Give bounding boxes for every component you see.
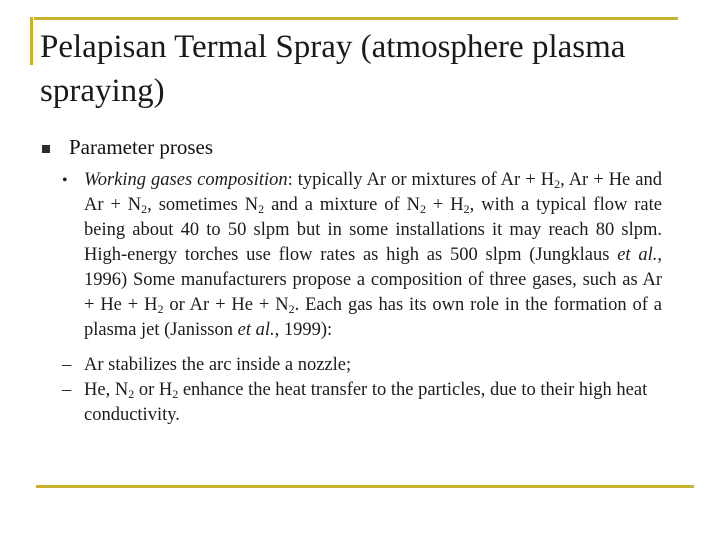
citation-etal: et al. bbox=[237, 320, 275, 340]
top-rule bbox=[34, 17, 678, 20]
slide-title: Pelapisan Termal Spray (atmosphere plasma spraying) bbox=[40, 29, 626, 109]
text-run: , sometimes N bbox=[147, 195, 259, 215]
text-run: and a mixture of N bbox=[264, 195, 420, 215]
text-run: , with a typical flow rate being about 40 to 50 slpm but in some installations it may reach 80 slpm. High-energy torches use flow rates as high as 500 slpm (Jungklaus bbox=[84, 195, 662, 265]
list-item-text bbox=[84, 378, 662, 428]
left-rule bbox=[30, 17, 33, 65]
subscript: 2 bbox=[463, 202, 470, 216]
text-run: , 1996) Some manufacturers propose a composition of three gases, such as Ar + He + H bbox=[84, 245, 662, 315]
scanned-excerpt bbox=[62, 168, 662, 428]
subscript: 2 bbox=[258, 202, 265, 216]
bullet-item bbox=[42, 135, 213, 160]
text-run: or Ar + He + N bbox=[163, 295, 289, 315]
subscript: 2 bbox=[554, 177, 561, 191]
citation-etal: et al. bbox=[617, 245, 658, 265]
square-bullet-icon bbox=[42, 145, 50, 153]
subscript: 2 bbox=[420, 202, 426, 216]
round-bullet-icon: • bbox=[62, 172, 68, 189]
paragraph-body bbox=[84, 168, 662, 343]
bullet-text: Parameter proses bbox=[69, 135, 214, 159]
text-run: + H bbox=[426, 195, 464, 215]
bottom-rule bbox=[36, 485, 694, 488]
excerpt-paragraph bbox=[62, 168, 662, 343]
term-label: Working gases composition bbox=[84, 170, 288, 190]
sub-list bbox=[62, 353, 662, 428]
text-run: He, N bbox=[84, 380, 129, 400]
dash-marker: – bbox=[62, 380, 72, 400]
text-run: . Each gas has its own role in the formation of a plasma jet (Janisson bbox=[84, 295, 662, 340]
subscript: 2 bbox=[141, 202, 148, 216]
list-item bbox=[62, 378, 662, 428]
text-run: , 1999): bbox=[274, 320, 333, 340]
dash-marker: – bbox=[62, 355, 72, 375]
text-run: or H bbox=[134, 380, 173, 400]
subscript: 2 bbox=[172, 387, 179, 401]
list-item bbox=[62, 353, 662, 378]
text-run: : typically Ar or mixtures of Ar + H bbox=[287, 170, 555, 190]
subscript: 2 bbox=[128, 387, 135, 401]
subscript: 2 bbox=[157, 302, 164, 316]
list-item-text: Ar stabilizes the arc inside a nozzle; bbox=[84, 355, 352, 375]
text-run: enhance the heat transfer to the particles, due to their high heat conductivity. bbox=[84, 380, 648, 425]
text-run: , Ar + He and Ar + N bbox=[84, 170, 663, 215]
subscript: 2 bbox=[288, 302, 295, 316]
